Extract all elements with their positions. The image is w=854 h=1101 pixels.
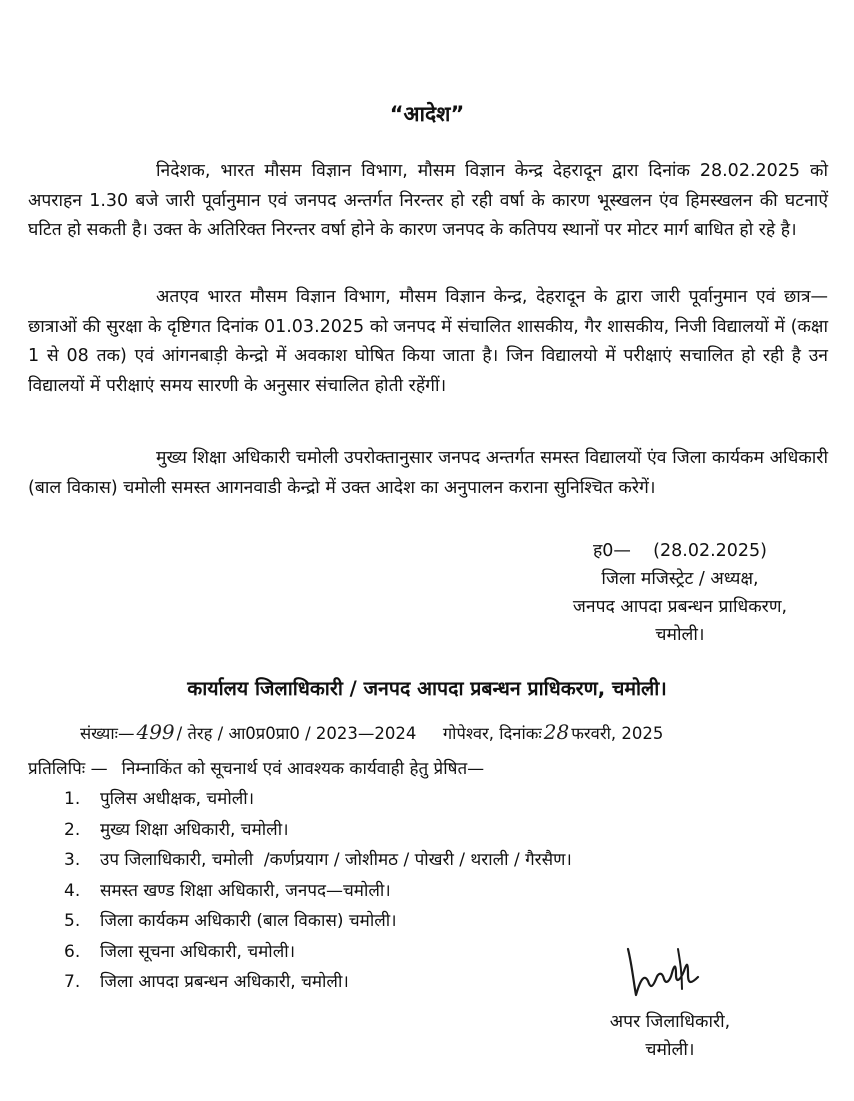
list-text: जिला आपदा प्रबन्धन अधिकारी, चमोली। [100,972,349,992]
copy-intro: निम्नाकिंत को सूचनार्थ एवं आवश्यक कार्यवाही हेतु प्रेषित— [121,759,485,779]
list-number: 6. [64,941,81,962]
office-heading: कार्यालय जिलाधिकारी / जनपद आपदा प्रबन्धन प्राधिकरण, चमोली। [187,677,667,700]
signatory-authority: जनपद आपदा प्रबन्धन प्राधिकरण, [572,597,788,617]
handwritten-signature [622,945,702,1001]
signatory-designation: जिला मजिस्ट्रेट / अध्यक्ष, [601,569,759,589]
list-number: 4. [64,880,81,901]
month-year: फरवरी, 2025 [571,724,664,743]
list-text: समस्त खण्ड शिक्षा अधिकारी, जनपद—चमोली। [100,880,391,901]
list-text: जिला सूचना अधिकारी, चमोली। [100,941,296,962]
list-item [64,784,784,815]
list-item [64,906,784,937]
additional-dm-signature-block [560,1008,780,1064]
signatory2-designation: अपर जिलाधिकारी, [609,1012,731,1032]
ref-prefix: संख्याः— [80,724,135,743]
list-text: जिला कार्यकम अधिकारी (बाल विकास) चमोली। [100,911,397,931]
order-paragraph-2 [28,283,828,401]
list-text: उप जिलाधिकारी, चमोली /कर्णप्रयाग / जोशीमठ / पोखरी / थराली / गैरसैण। [100,850,572,870]
list-number: 5. [64,911,81,931]
paragraph-text: अतएव भारत मौसम विज्ञान विभाग, मौसम विज्ञान केन्द्र, देहरादून के द्वारा जारी पूर्वानुमान एवं छात्र—छात्राओं की सुरक्षा के दृष्टिगत दिनांक 01.03.2025 को जनपद में संचालित शासकीय, गैर शासकीय, निजी विद्यालयों में (कक्षा 1 से 08 तक) एवं आंगनबाड़ी केन्द्रो में अवकाश घोषित किया जाता है। जिन विद्यालयो में परीक्षाएं सचालित हो रही है उन विद्यालयों में परीक्षाएं समय सारणी के अनुसार संचालित होती रहेंगीं। [28,287,828,396]
handwritten-day: 28 [543,720,570,744]
copy-label: प्रतिलिपिः — [28,759,108,779]
signed-date-line: ह0— (28.02.2025) [592,541,768,561]
copy-to-line [28,756,828,779]
place-date-prefix: गोपेश्वर, दिनांकः [442,724,542,743]
magistrate-signature-block [520,537,840,649]
list-text: मुख्य शिक्षा अधिकारी, चमोली। [100,819,289,840]
list-item [64,815,784,846]
reference-line [80,720,840,744]
list-item [64,845,784,876]
list-number: 3. [64,850,81,870]
list-item [64,876,784,907]
ref-suffix: / तेरह / आ0प्र0प्रा0 / 2023—2024 [176,724,417,743]
order-paragraph-1 [28,157,828,246]
order-paragraph-3 [28,444,828,503]
list-text: पुलिस अधीक्षक, चमोली। [100,789,255,809]
list-number: 2. [64,819,81,840]
list-number: 7. [64,972,81,992]
list-number: 1. [64,789,81,809]
handwritten-ref-number: 499 [136,720,175,744]
signatory2-place: चमोली। [645,1040,695,1060]
order-title: “आदेश” [389,102,465,126]
paragraph-text: मुख्य शिक्षा अधिकारी चमोली उपरोक्तानुसार जनपद अन्तर्गत समस्त विद्यालयों एंव जिला कार्यकम अधिकारी (बाल विकास) चमोली समस्त आगनवाडी केन्द्रो में उक्त आदेश का अनुपालन कराना सुनिश्चित करेगें। [28,448,828,498]
signatory-place: चमोली। [655,625,705,645]
paragraph-text: निदेशक, भारत मौसम विज्ञान विभाग, मौसम विज्ञान केन्द्र देहरादून द्वारा दिनांक 28.02.2025 को अपराहन 1.30 बजे जारी पूर्वानुमान एवं जनपद अन्तर्गत निरन्तर हो रही वर्षा के कारण भूस्खलन एंव हिमस्खलन की घटनाऐं घटित हो सकती है। उक्त के अतिरिक्त निरन्तर वर्षा होने के कारण जनपद के कतिपय स्थानों पर मोटर मार्ग बाधित हो रहे है। [28,161,828,240]
